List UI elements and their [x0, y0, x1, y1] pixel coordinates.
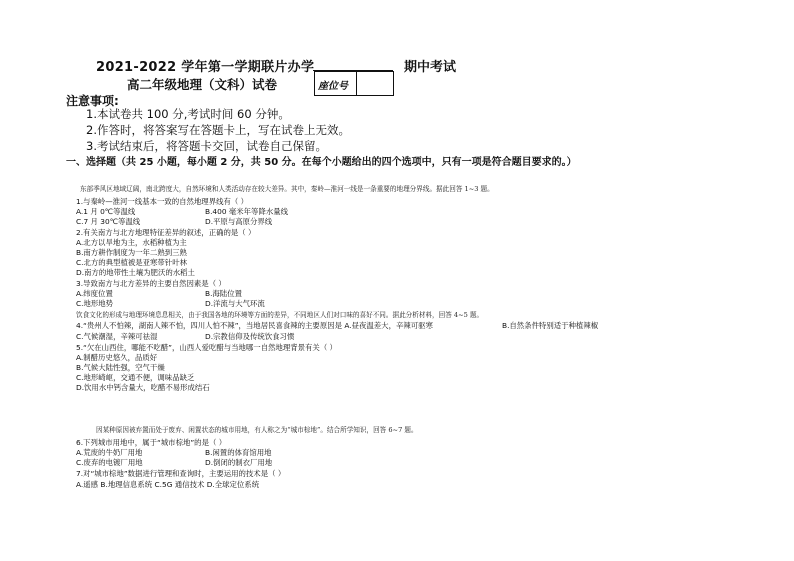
question-5-option-c: C.地形崎岖，交通不便，调味品缺乏	[76, 373, 195, 382]
question-5-option-b: B.气候大陆性强，空气干燥	[76, 363, 165, 372]
question-6-option-a: A.荒废的牛奶厂用地	[76, 448, 143, 457]
question-2-option-b: B.南方耕作制度为一年二熟到三熟	[76, 248, 187, 257]
question-4-option-b: B.自然条件特别适于种植辣椒	[502, 321, 599, 330]
question-1-option-a: A.1 月 0℃等温线	[76, 207, 136, 216]
question-3-option-b: B.海陆位置	[205, 289, 242, 298]
seat-number-label: 座位号	[318, 81, 348, 92]
notice-item-3: 3.考试结束后，将答题卡交回，试卷自己保留。	[86, 139, 327, 153]
question-2-option-c: C.北方的典型植被是亚寒带针叶林	[76, 258, 187, 267]
exam-subtitle: 高二年级地理（文科）试卷	[127, 77, 278, 92]
question-6-option-b: B.闲置的体育馆用地	[205, 448, 272, 457]
question-4-option-c: C.气候潮湿，辛辣可祛湿	[76, 332, 158, 341]
question-5-option-d: D.饮用水中钙含量大，吃醋不易形成结石	[76, 383, 210, 392]
seat-number-divider	[356, 72, 357, 95]
question-6-option-c: C.废弃的电镀厂用地	[76, 458, 143, 467]
notice-item-2: 2.作答时，将答案写在答题卡上，写在试卷上无效。	[86, 123, 350, 137]
passage-1: 东部季风区地域辽阔，南北跨度大，自然环境和人类活动存在较大差异。其中，秦岭—淮河一线是一条重要的地理分界线。据此回答 1~3 题。	[80, 185, 494, 193]
question-7-options: A.遥感 B.地理信息系统 C.5G 通信技术 D.全球定位系统	[76, 480, 260, 489]
question-3-option-a: A.纬度位置	[76, 289, 113, 298]
question-1-option-c: C.7 月 30℃等温线	[76, 217, 141, 226]
notice-item-1: 1.本试卷共 100 分,考试时间 60 分钟。	[86, 107, 290, 121]
question-5-stem: 5.“欠在山西住，哪能不吃醋”，山西人爱吃醋与当地哪一自然地理背景有关（ ）	[76, 343, 337, 352]
question-2-stem: 2.有关南方与北方地理特征差异的叙述，正确的是（ ）	[76, 228, 256, 237]
question-6-option-d: D.倒闭的制衣厂用地	[205, 458, 273, 467]
passage-3: 因某种原因被弃置而处于废弃、闲置状态的城市用地，有人称之为“城市棕地”。结合所学知识，回答 6~7 题。	[96, 426, 418, 434]
exam-title-left: 2021-2022 学年第一学期联片办学	[96, 60, 315, 75]
question-1-stem: 1.与秦岭—淮河一线基本一致的自然地理界线有（ ）	[76, 197, 248, 206]
question-2-option-d: D.南方的地带性土壤为肥沃的水稻土	[76, 268, 195, 277]
passage-2: 饮食文化的形成与地理环境息息相关，由于我国各地的环境等方面的差异，不同地区人们对口味的喜好不同。据此分析材料，回答 4~5 题。	[76, 311, 484, 319]
question-5-option-a: A.制醋历史悠久，品质好	[76, 353, 158, 362]
question-6-stem: 6.下列城市用地中，属于“城市棕地”的是（ ）	[76, 438, 227, 447]
seat-number-box	[314, 71, 394, 96]
question-3-stem: 3.导致南方与北方差异的主要自然因素是（ ）	[76, 279, 226, 288]
question-7-stem: 7.对“城市棕地”数据进行管理和查询时，主要运用的技术是（ ）	[76, 469, 286, 478]
question-3-option-d: D.洋流与大气环流	[205, 299, 265, 308]
question-3-option-c: C.地形地势	[76, 299, 114, 308]
question-4-option-d: D.宗教信仰及传统饮食习惯	[205, 332, 295, 341]
question-2-option-a: A.北方以旱地为主，水稻种植为主	[76, 238, 187, 247]
notice-heading: 注意事项:	[66, 94, 119, 108]
exam-title-right: 期中考试	[404, 60, 457, 75]
question-1-option-d: D.平原与高原分界线	[205, 217, 273, 226]
question-1-option-b: B.400 毫米年等降水量线	[205, 207, 289, 216]
section-heading-choice: 一、选择题（共 25 小题，每小题 2 分，共 50 分。在每个小题给出的四个选项中，只有一项是符合题目要求的。）	[66, 157, 577, 168]
question-4-stem: 4.“贵州人不怕辣，湖南人辣不怕，四川人怕不辣”，当地居民喜食辣的主要原因是 A.昼夜温差大，辛辣可驱寒	[76, 321, 433, 330]
